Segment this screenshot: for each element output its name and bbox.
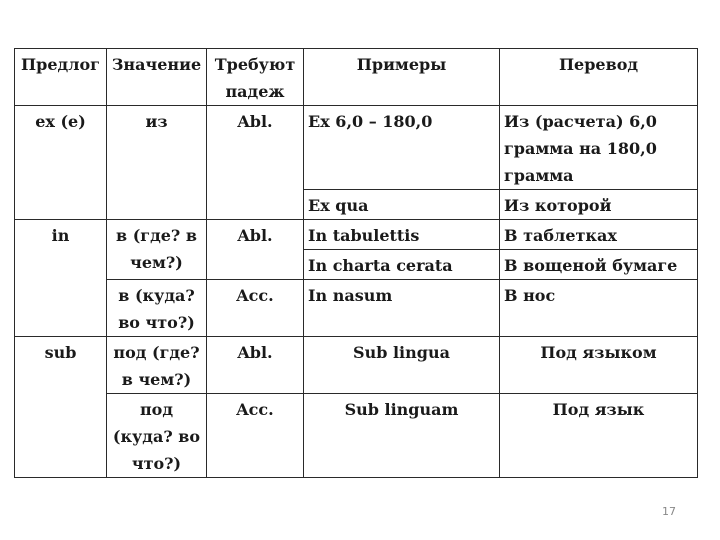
meaning-cell: в (куда? во что?) [107, 280, 207, 337]
case-cell: Abl. [207, 220, 304, 280]
example-cell: Sub lingua [304, 337, 500, 394]
example-cell: In nasum [304, 280, 500, 337]
example-cell: In charta cerata [304, 250, 500, 280]
meaning-cell: из [107, 106, 207, 220]
header-case: Требуют падеж [207, 49, 304, 106]
meaning-cell: под (где? в чем?) [107, 337, 207, 394]
table-row [15, 280, 698, 337]
translation-cell: В таблетках [500, 220, 698, 250]
translation-cell: Из которой [500, 190, 698, 220]
translation-cell: В нос [500, 280, 698, 337]
meaning-cell: в (где? в чем?) [107, 220, 207, 280]
example-cell: In tabulettis [304, 220, 500, 250]
preposition-cell: sub [15, 337, 107, 478]
table-header-row [15, 49, 698, 106]
table-row [15, 106, 698, 190]
table-row [15, 394, 698, 478]
table-row [15, 337, 698, 394]
example-cell: Ex 6,0 – 180,0 [304, 106, 500, 190]
header-preposition: Предлог [15, 49, 107, 106]
header-translation: Перевод [500, 49, 698, 106]
header-meaning: Значение [107, 49, 207, 106]
case-cell: Abl. [207, 106, 304, 220]
translation-cell: В вощеной бумаге [500, 250, 698, 280]
translation-cell: Под языком [500, 337, 698, 394]
preposition-cell: in [15, 220, 107, 337]
translation-cell: Под язык [500, 394, 698, 478]
example-cell: Ex qua [304, 190, 500, 220]
page-number: 17 [662, 505, 676, 518]
case-cell: Acc. [207, 394, 304, 478]
table-row [15, 220, 698, 250]
example-cell: Sub linguam [304, 394, 500, 478]
translation-cell: Из (расчета) 6,0 грамма на 180,0 грамма [500, 106, 698, 190]
case-cell: Abl. [207, 337, 304, 394]
meaning-cell: под (куда? во что?) [107, 394, 207, 478]
preposition-cell: ex (e) [15, 106, 107, 220]
case-cell: Acc. [207, 280, 304, 337]
header-examples: Примеры [304, 49, 500, 106]
prepositions-table [14, 48, 698, 478]
